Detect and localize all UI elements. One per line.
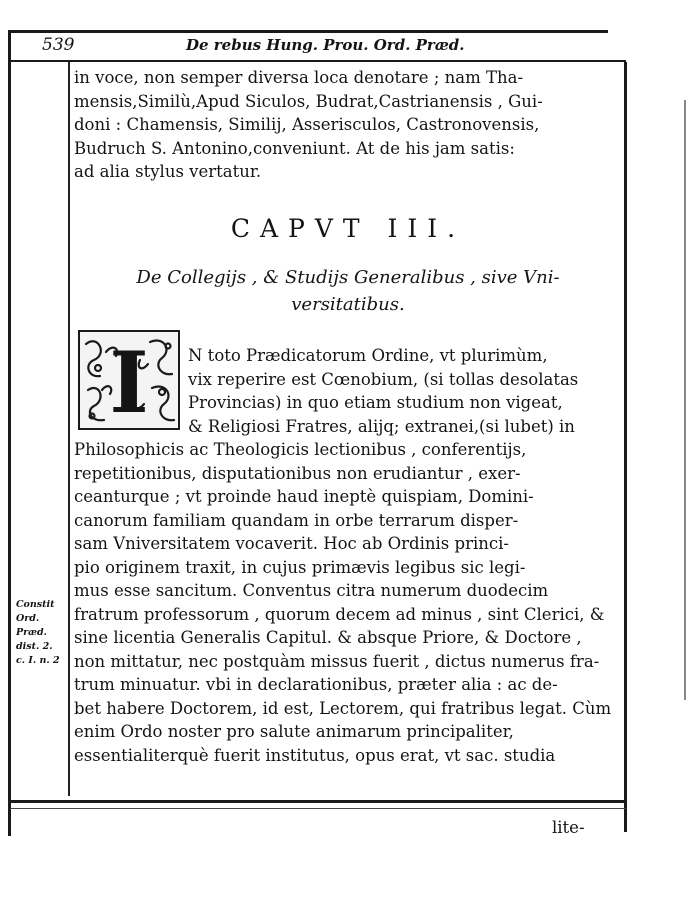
right-rule <box>624 62 627 832</box>
initial-letter: I <box>109 333 149 430</box>
page-number: 539 <box>42 35 75 55</box>
paragraph-opening: N toto Prædicatorum Ordine, vt plurimùm, vix reperire est Cœnobium, (si tollas desolatas Provincias) in quo etiam studium non vigeat, & Religiosi Fratres, alijq; extranei,(si lubet) in <box>188 346 579 436</box>
catchword: lite- <box>552 818 585 837</box>
chapter-heading: CAPVT III. <box>230 214 466 243</box>
marginal-citation: Constit Ord. Præd. dist. 2. c. I. n. 2 <box>16 599 60 666</box>
header-rule <box>10 60 626 62</box>
running-title: De rebus Hung. Prou. Ord. Præd. <box>186 36 465 54</box>
footer-rule-thin <box>10 808 626 809</box>
ornamental-initial <box>78 330 180 430</box>
top-rule <box>8 30 608 33</box>
paragraph-body: Philosophicis ac Theologicis lectionibus , conferentijs, repetitionibus, disputationibus non erudiantur , exer- ceanturque ; vt proinde haud ineptè quispiam, Domini- canorum familiam quandam in orbe terrarum disper- sam Vniversitatem vocaverit. Hoc ab Ordinis princi- pio originem traxit, in cujus primævis legibus sic legi- mus esse sancitum. Conventus citra numerum duodecim fratrum professorum , quorum decem ad minus , sint Clerici, & sine licentia Generalis Capitul. & absque Priore, & Doctore , non mittatur, nec postquàm missus fuerit , dictus numerus fra- trum minuatur. vbi in declarationibus, præter alia : ac de- bet habere Doctorem, id est, Lectorem, qui fratribus legat. Cùm enim Ordo noster pro salute animarum principaliter, essentialiterquè fuerit institutus, opus erat, vt sac. studia <box>74 440 612 765</box>
paragraph-continued: in voce, non semper diversa loca denotare ; nam Tha- mensis,Similù,Apud Siculos, Budrat,Castrianensis , Gui- doni : Chamensis, Similij, Asserisculos, Castronovensis, Budruch S. Antonino,conveniunt. At de his jam satis: ad alia stylus vertatur. <box>74 68 543 181</box>
chapter-subtitle: De Collegijs , & Studijs Generalibus , sive Vni- versitatibus. <box>136 267 560 315</box>
margin-rule <box>68 62 70 796</box>
footer-rule <box>10 800 626 803</box>
left-rule <box>8 30 11 836</box>
page-edge-shadow <box>684 100 686 700</box>
